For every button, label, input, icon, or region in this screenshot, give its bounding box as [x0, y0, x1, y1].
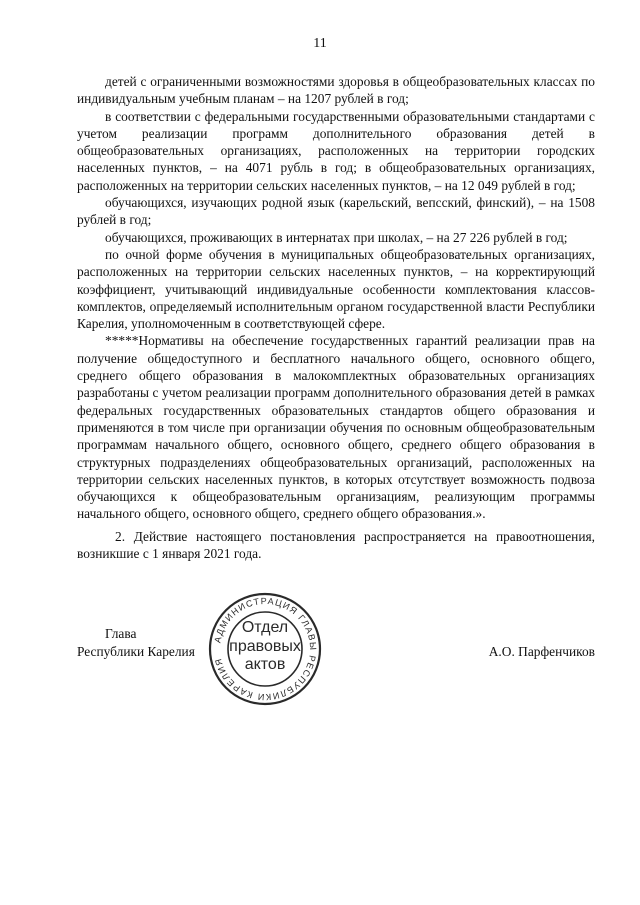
document-body	[77, 73, 595, 562]
stamp-line2: правовых	[229, 637, 301, 655]
signature-block	[77, 621, 595, 711]
paragraph-footnote-small-schools: *****Нормативы на обеспечение государственных гарантий реализации прав на получение общедоступного и бесплатного начального общего, основного общего, среднего общего образования в малокомплектных образовательных организациях разработаны с учетом реализации программ дополнительного образования детей в рамках федеральных государственных образовательных стандартов общего образования и применяются в том числе при организации обучения по основным общеобразовательным программам начального общего, основного общего, среднего общего образования в структурных подразделениях общеобразовательных организаций, расположенных на территории сельских населенных пунктов, в которых отсутствует возможность подвоза обучающихся к общеобразовательным организациям, реализующим программы начального общего, основного общего, среднего общего образования.».	[77, 333, 595, 522]
stamp-line3: актов	[244, 656, 286, 673]
signatory-title-line2: Республики Карелия	[77, 644, 195, 659]
paragraph-native-language: обучающихся, изучающих родной язык (карельский, вепсский, финский), – на 1508 рублей в год;	[77, 195, 595, 228]
paragraph-rural-coefficient: по очной форме обучения в муниципальных общеобразовательных организациях, расположенных на территории сельских населенных пунктов, – на корректирующий коэффициент, учитывающий индивидуальные особенности комплектования классов-комплектов, определяемый исполнительным органом государственной власти Республики Карелия, уполномоченным в соответствующей сфере.	[77, 246, 595, 332]
paragraph-disabled-children: детей с ограниченными возможностями здоровья в общеобразовательных классах по индивидуальным учебным планам – на 1207 рублей в год;	[77, 74, 595, 107]
paragraph-boarding-schools: обучающихся, проживающих в интернатах при школах, – на 27 226 рублей в год;	[105, 229, 568, 245]
stamp-line1: Отдел	[241, 619, 289, 636]
signatory-title-line1: Глава	[105, 626, 137, 641]
paragraph-fgos-additional-education: в соответствии с федеральными государственными образовательными стандартами с учетом реализации программ дополнительного образования детей в общеобразовательных организациях, расположенных на территории городских населенных пунктов, – на 4071 рубль в год; в общеобразовательных организациях, расположенных на территории сельских населенных пунктов, – на 12 049 рублей в год;	[77, 108, 595, 193]
stamp-seal-icon	[205, 589, 325, 709]
official-stamp	[205, 589, 325, 709]
signatory-name: А.О. Парфенчиков	[488, 644, 595, 659]
stamp-ring-text: АДМИНИСТРАЦИЯ ГЛАВЫ РЕСПУБЛИКИ КАРЕЛИЯ	[212, 595, 319, 703]
page-number: 11	[313, 36, 327, 51]
paragraph-effective-date: 2. Действие настоящего постановления распространяется на правоотношения, возникшие с 1 января 2021 года.	[77, 528, 595, 562]
